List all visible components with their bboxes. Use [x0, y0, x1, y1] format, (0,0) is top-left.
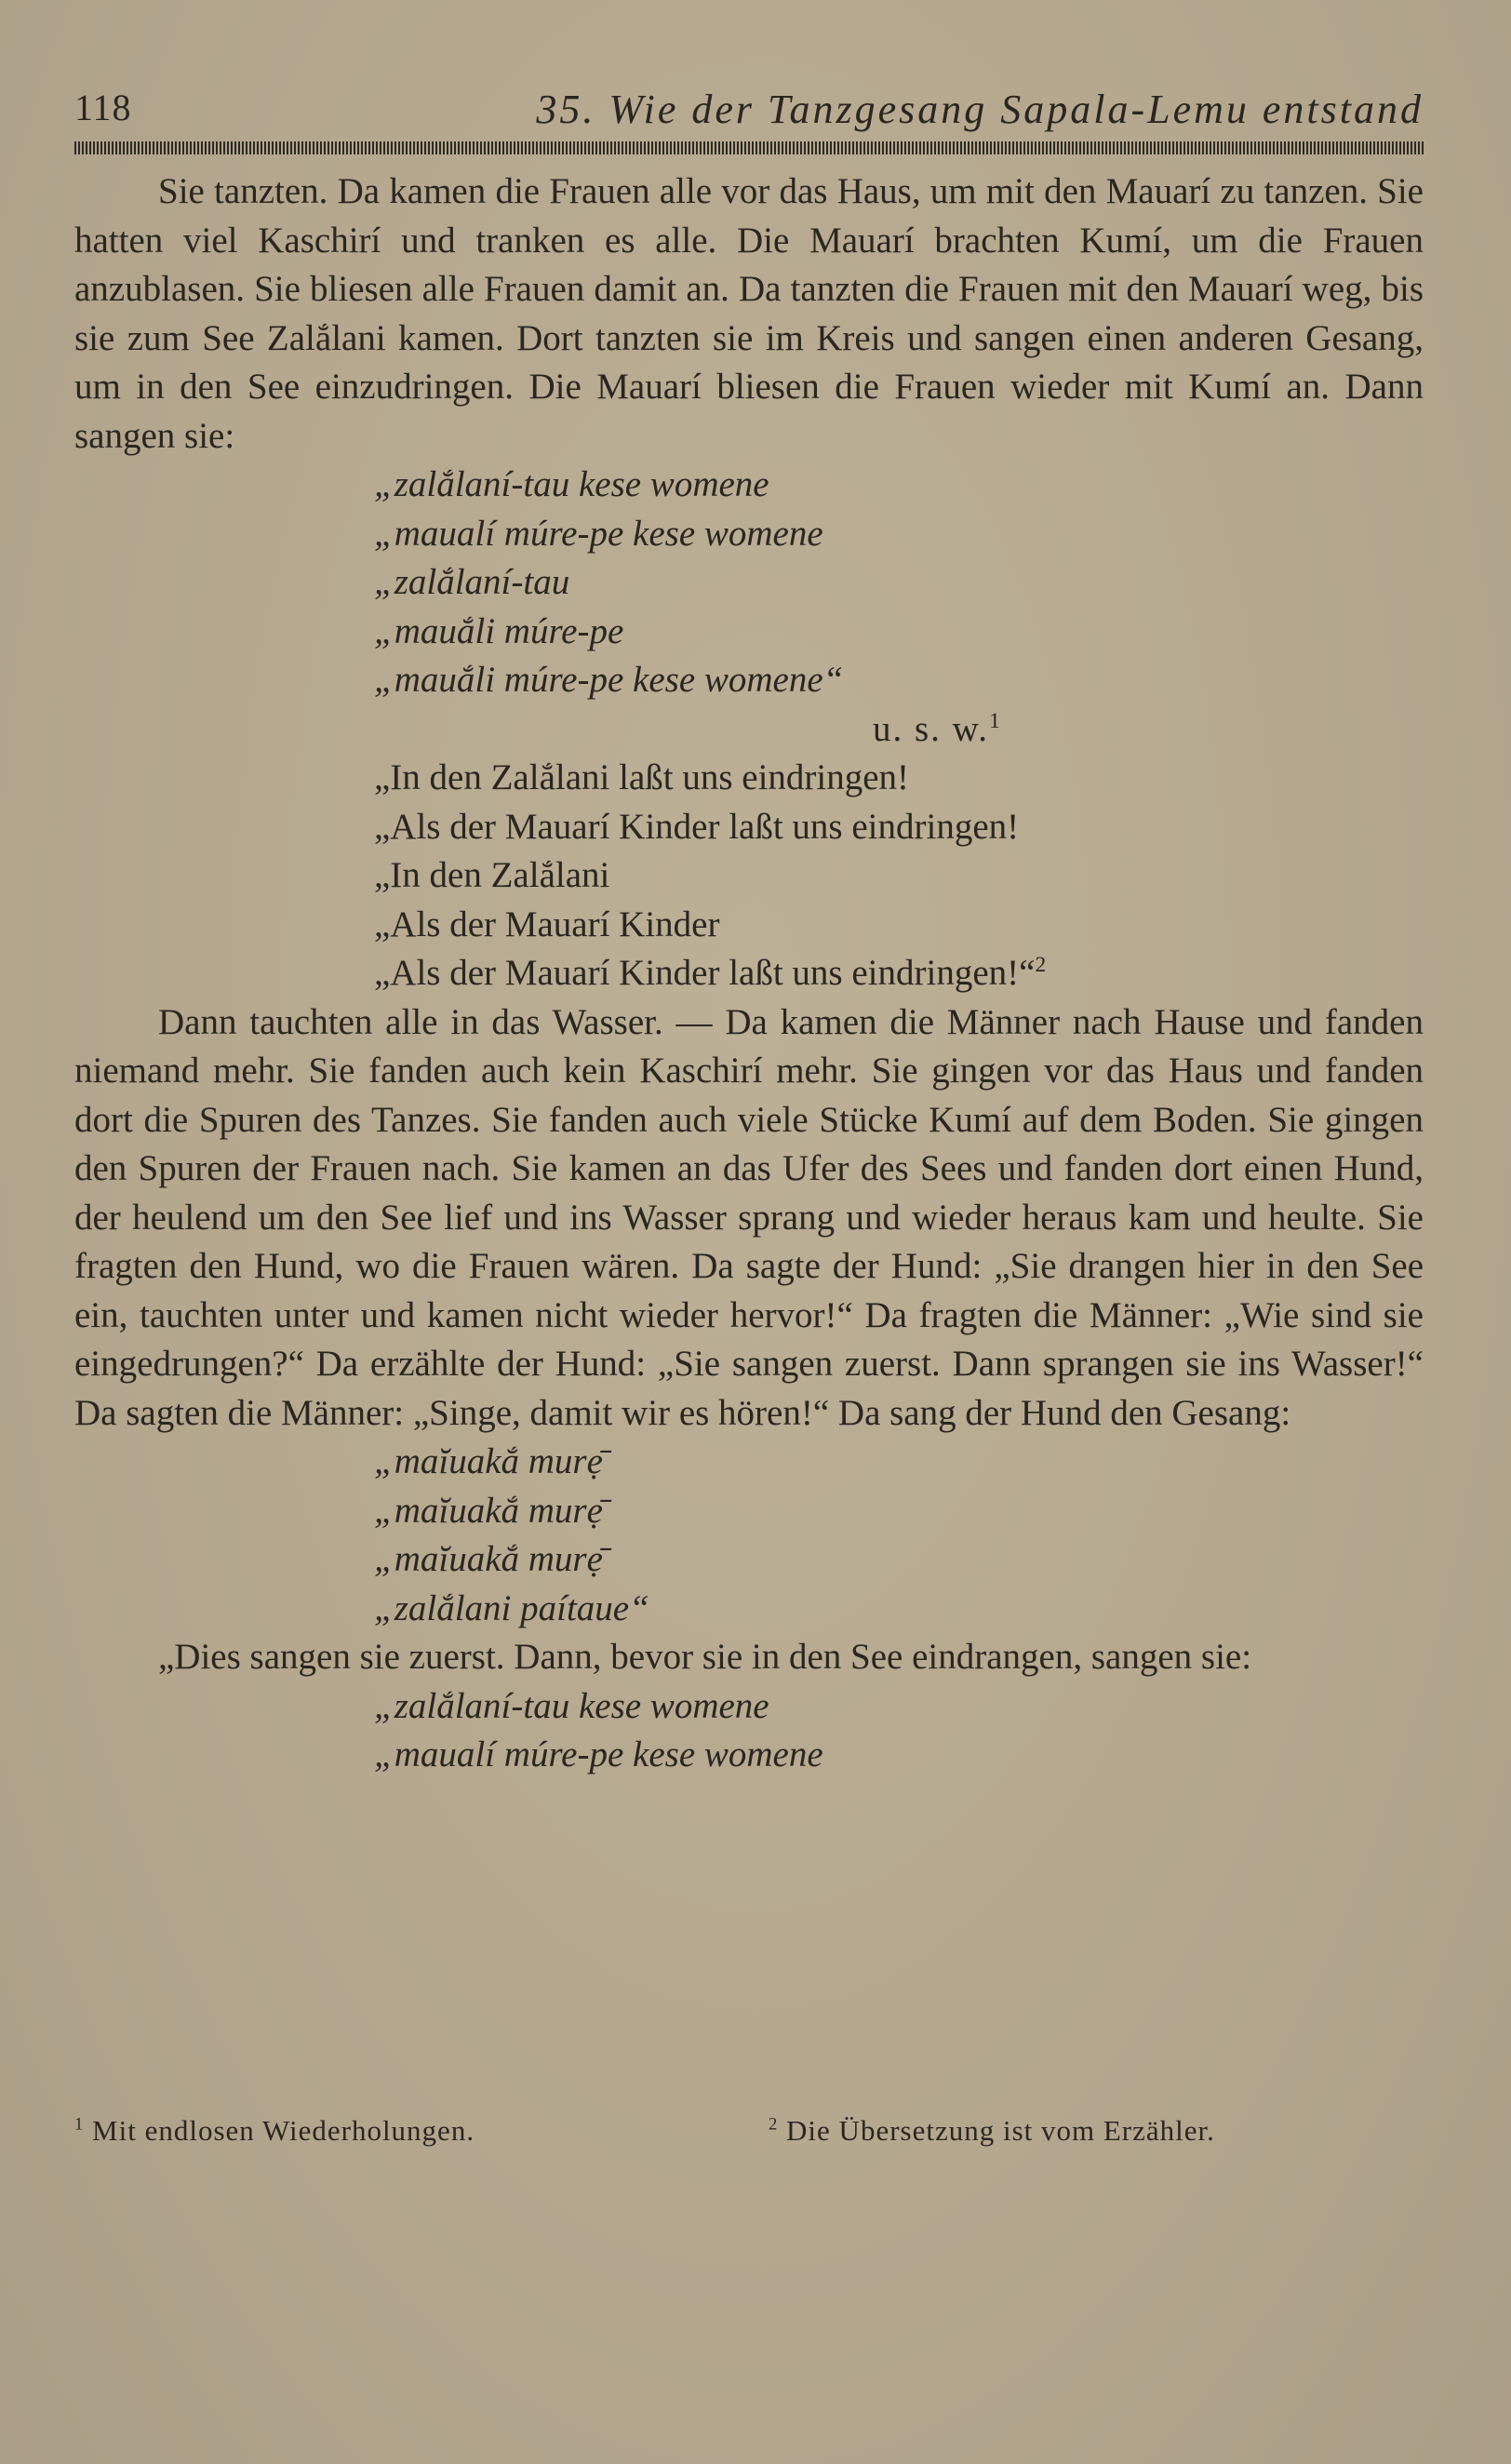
- song-3: [74, 1682, 1424, 1780]
- footnote-1-text: Mit endlosen Wiederholungen.: [92, 2114, 475, 2147]
- song-1: [74, 461, 1424, 705]
- song-1-line: „mauắli múre-pe: [374, 610, 624, 651]
- footnote-ref-1: 1: [989, 708, 1002, 733]
- footnote-1-marker: 1: [74, 2114, 85, 2135]
- paragraph-3: „Dies sangen sie zuerst. Dann, bevor sie in den See eindrangen, sangen sie:: [158, 1637, 1252, 1677]
- translation-line: „In den Zalắlani: [374, 855, 610, 895]
- song-1-line: „zalắlaní-tau: [374, 562, 570, 602]
- footnote-ref-2: 2: [1035, 953, 1047, 977]
- footnote-2-text: Die Übersetzung ist vom Erzähler.: [786, 2114, 1215, 2147]
- song-2-line: „maĭuakắ murẹ̄: [374, 1441, 603, 1481]
- translation-line: „Als der Mauarí Kinder: [374, 904, 720, 944]
- running-title: 35. Wie der Tanzgesang Sapala-Lemu entstand: [536, 87, 1424, 132]
- usw-line: [74, 705, 1424, 755]
- song-1-line: „zalắlaní-tau kese womene: [374, 464, 769, 504]
- translation: [74, 754, 1424, 998]
- song-2-line: „maĭuakắ murẹ̄: [374, 1539, 603, 1579]
- song-2-line: „zalắlani paítaue“: [374, 1587, 649, 1628]
- page-number: 118: [74, 87, 132, 128]
- song-2-line: „maĭuakắ murẹ̄: [374, 1490, 603, 1531]
- page-header: [74, 86, 1424, 138]
- translation-line: „Als der Mauarí Kinder laßt uns eindringen!: [374, 806, 1020, 847]
- translation-last-text: „Als der Mauarí Kinder laßt uns eindringen!“: [374, 953, 1036, 993]
- body-text: [74, 167, 1424, 1780]
- book-page: [74, 86, 1424, 2147]
- paragraph-1: Sie tanzten. Da kamen die Frauen alle vor das Haus, um mit den Mauarí zu tanzen. Sie hatten viel Kaschirí und tranken es alle. Die Mauarí brachten Kumí, um die Frauen anzublasen. Sie bliesen alle Frauen damit an. Da tanzten die Frauen mit den Mauarí weg, bis sie zum See Zalắlani kamen. Dort tanzten sie im Kreis und sangen einen anderen Gesang, um in den See einzudringen. Die Mauarí bliesen die Frauen wieder mit Kumí an. Dann sangen sie:: [74, 171, 1424, 456]
- song-1-line: „maualí múre-pe kese womene: [374, 513, 823, 554]
- translation-line: [374, 949, 1424, 998]
- song-3-line: „zalắlaní-tau kese womene: [374, 1685, 769, 1726]
- footnote-1: [74, 2114, 475, 2148]
- translation-line: „In den Zalắlani laßt uns eindringen!: [374, 757, 910, 797]
- footnote-2: [769, 2114, 1215, 2148]
- usw-text: u. s. w.: [873, 708, 990, 749]
- song-1-line: „mauắli múre-pe kese womene“: [374, 660, 844, 700]
- paragraph-2: Dann tauchten alle in das Wasser. — Da kamen die Männer nach Hause und fanden niemand mehr. Sie fanden auch kein Kaschirí mehr. Sie gingen vor das Haus und fanden dort die Spuren des Tanzes. Sie fanden auch viele Stücke Kumí auf dem Boden. Sie gingen den Spuren der Frauen nach. Sie kamen an das Ufer des Sees und fanden dort einen Hund, der heulend um den See lief und ins Wasser sprang und wieder heraus kam und heulte. Sie fragten den Hund, wo die Frauen wären. Da sagte der Hund: „Sie drangen hier in den See ein, tauchten unter und kamen nicht wieder hervor!“ Da fragten die Männer: „Wie sind sie eingedrungen?“ Da erzählte der Hund: „Sie sangen zuerst. Dann sprangen sie ins Wasser!“ Da sagten die Männer: „Singe, damit wir es hören!“ Da sang der Hund den Gesang:: [74, 1001, 1424, 1433]
- song-2: [74, 1438, 1424, 1633]
- song-3-line: „maualí múre-pe kese womene: [374, 1734, 823, 1774]
- footnote-2-marker: 2: [769, 2114, 779, 2135]
- header-rule: [74, 141, 1424, 154]
